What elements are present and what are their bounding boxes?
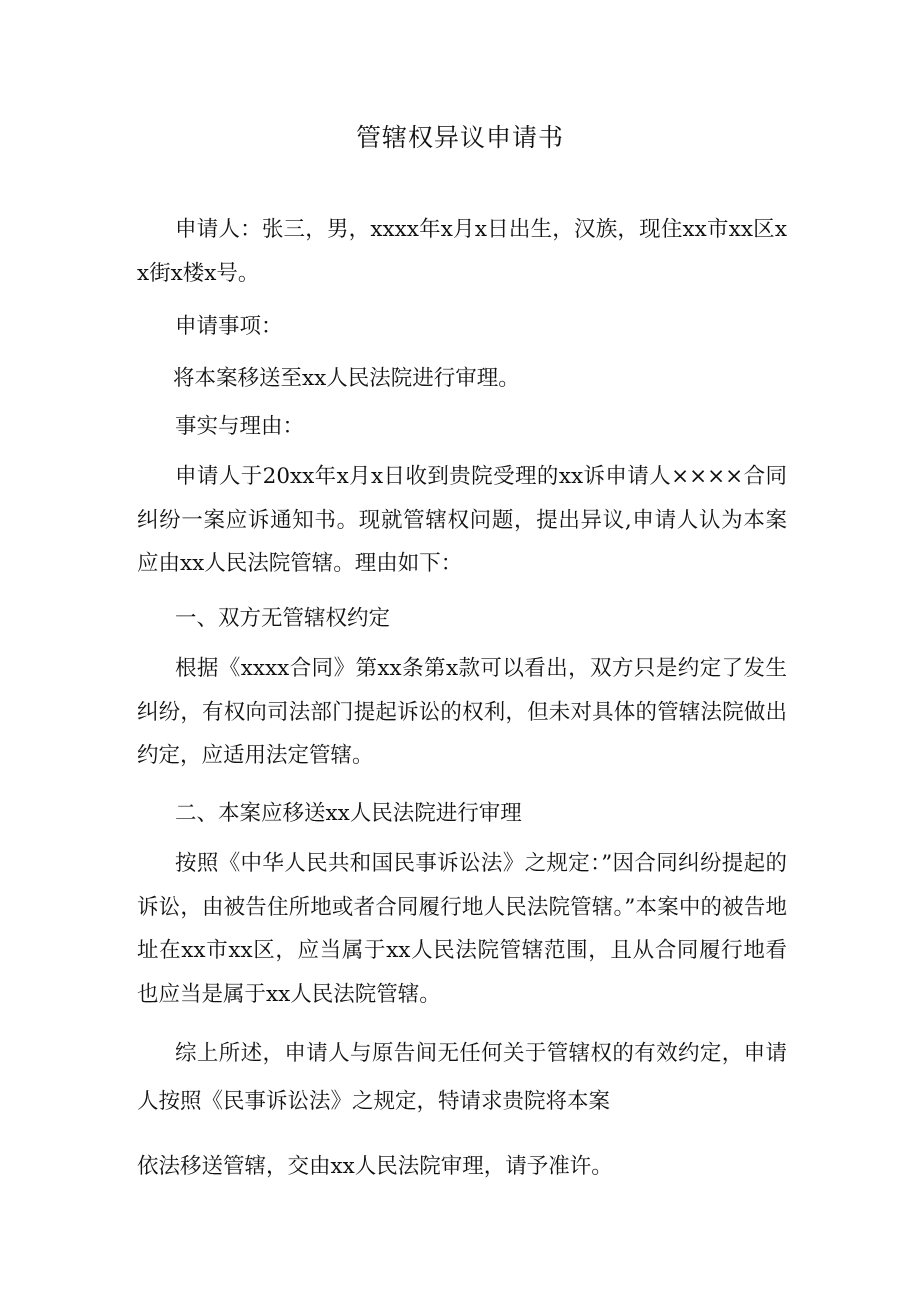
section1-heading: 一、双方无管辖权约定 (175, 606, 391, 631)
section2-heading: 二、本案应移送xx人民法院进行审理 (175, 801, 522, 826)
matters-paragraph: 将本案移送至xx人民法院进行审理。 (173, 366, 520, 391)
conclusion-paragraph: 综上所述，申请人与原告间无任何关于管辖权的有效约定，申请人按照《民事诉讼法》之规定，特请求贵院将本案 (137, 1041, 787, 1114)
section2-paragraph: 按照《中华人民共和国民事诉讼法》之规定：”因合同纠纷提起的诉讼，由被告住所地或者合同履行地人民法院管辖。”本案中的被告地址在xx市xx区，应当属于xx人民法院管辖范围，且从合同履行地看也应当是属于xx人民法院管辖。 (137, 851, 787, 1007)
final-paragraph: 依法移送管辖，交由xx人民法院审理，请予准许。 (137, 1154, 613, 1179)
facts-heading: 事实与理由： (175, 414, 305, 439)
document-title: 管辖权异议申请书 (355, 123, 564, 152)
matters-heading: 申请事项： (175, 314, 283, 339)
section1-paragraph: 根据《xxxx合同》第xx条第x款可以看出，双方只是约定了发生纠纷，有权向司法部门提起诉讼的权利，但未对具体的管辖法院做出约定，应适用法定管辖。 (137, 656, 787, 768)
applicant-paragraph: 申请人：张三，男，xxxx年x月x日出生，汉族，现住xx市xx区xx街x楼x号。 (137, 217, 787, 286)
facts-paragraph: 申请人于20xx年x月x日收到贵院受理的xx诉申请人××××合同纠纷一案应诉通知书。现就管辖权问题，提出异议,申请人认为本案应由xx人民法院管辖。理由如下： (137, 464, 787, 576)
